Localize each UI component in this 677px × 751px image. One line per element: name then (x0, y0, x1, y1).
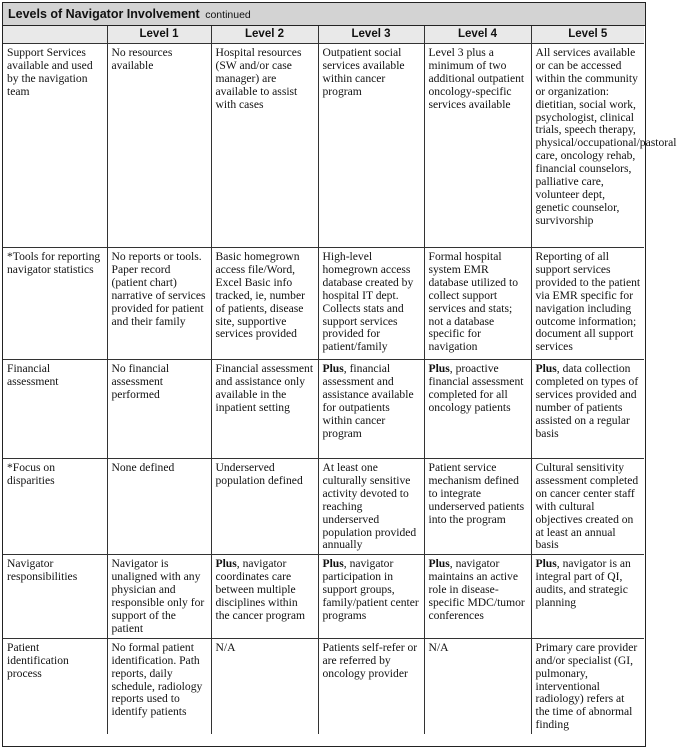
cell-lead-emphasis: Plus (535, 362, 557, 375)
row-label: Financial assessment (3, 360, 107, 459)
table-title-main: Levels of Navigator Involvement (8, 7, 200, 21)
cell-text: None defined (111, 461, 175, 474)
table-cell-level-2 (211, 638, 318, 734)
cell-text: Outpatient social services available within cancer program (322, 46, 405, 98)
table-cell-level-2 (211, 360, 318, 459)
table-cell-level-4 (424, 248, 531, 360)
table-cell-level-4 (424, 555, 531, 638)
header-row (3, 26, 644, 44)
cell-text: Level 3 plus a minimum of two additional outpatient oncology-specific services available (428, 46, 525, 111)
table-title-suffix: continued (205, 9, 251, 21)
table-cell-level-4 (424, 44, 531, 248)
table-cell-level-5 (531, 555, 644, 638)
cell-text: , navigator coordinates care between multiple disciplines within the cancer program (215, 557, 305, 622)
table-cell-level-1 (107, 248, 211, 360)
table-cell-level-3 (318, 638, 424, 734)
cell-text: , financial assessment and assistance available for outpatients within cancer program (322, 362, 414, 440)
cell-text: At least one culturally sensitive activity devoted to reaching underserved population provided annually (322, 461, 417, 552)
cell-text: Hospital resources (SW and/or case manager) are available to assist with cases (215, 46, 302, 111)
cell-lead-emphasis: Plus (428, 557, 450, 571)
cell-text: , navigator maintains an active role in disease-specific MDC/tumor conferences (428, 557, 525, 622)
levels-table (3, 26, 677, 734)
table-title (3, 3, 645, 26)
table-cell-level-3 (318, 555, 424, 638)
cell-text: No financial assessment performed (111, 362, 170, 401)
cell-text: Basic homegrown access file/Word, Excel Basic info tracked, ie, number of patients, disease site, supportive services provided (215, 250, 305, 341)
header-cell-level-5: Level 5 (531, 26, 644, 44)
row-label: Navigator responsibilities (3, 555, 107, 638)
cell-lead-emphasis: Plus (535, 557, 557, 571)
table-row (3, 44, 644, 248)
table-cell-level-5 (531, 44, 677, 248)
cell-text: , proactive financial assessment completed for all oncology patients (428, 362, 524, 414)
cell-text: Cultural sensitivity assessment completed on cancer center staff with cultural objectives created on at least an annual basis (535, 461, 639, 552)
cell-text: High-level homegrown access database created by hospital IT dept. Collects stats and support services provided for patient/family (322, 250, 414, 354)
cell-text: N/A (215, 640, 236, 654)
header-cell-empty (3, 26, 107, 44)
cell-text: Underserved population defined (215, 461, 303, 487)
table-row (3, 459, 644, 555)
table-row (3, 248, 644, 360)
cell-lead-emphasis: Plus (322, 362, 344, 375)
table-cell-level-3 (318, 44, 424, 248)
table-cell-level-1 (107, 459, 211, 555)
cell-text: No formal patient identification. Path reports, daily schedule, radiology reports used to identify patients (111, 640, 203, 719)
table-cell-level-5 (531, 248, 644, 360)
table-cell-level-3 (318, 459, 424, 555)
row-label: *Tools for reporting navigator statistics (3, 248, 107, 360)
cell-lead-emphasis: Plus (322, 557, 344, 571)
cell-text: Formal hospital system EMR database utilized to collect support services and stats; not a database specific for navigation (428, 250, 518, 354)
table-cell-level-1 (107, 555, 211, 638)
table-cell-level-5 (531, 638, 644, 734)
table-row (3, 555, 644, 638)
levels-table-panel (2, 2, 677, 747)
header-cell-level-4: Level 4 (424, 26, 531, 44)
table-cell-level-4 (424, 459, 531, 555)
cell-text: , navigator participation in support groups, family/patient center programs (322, 557, 419, 622)
table-cell-level-4 (424, 638, 531, 734)
header-cell-level-3: Level 3 (318, 26, 424, 44)
row-label: *Focus on disparities (3, 459, 107, 555)
table-cell-level-3 (318, 360, 424, 459)
cell-text: Reporting of all support services provided to the patient via EMR specific for navigation including outcome information; document all support services (535, 250, 641, 354)
table-row (3, 360, 644, 459)
table-cell-level-5 (531, 360, 644, 459)
cell-text: All services available or can be accessed within the community or organization: dietitian, social work, psychologist, clinical trials, speech therapy, physical/occupational/pastoral care, oncology rehab, financial counselors, palliative care, volunteer dept, genetic counselor, survivorship (535, 46, 677, 227)
table-body (3, 44, 677, 735)
cell-text: N/A (428, 640, 449, 654)
cell-text: Financial assessment and assistance only available in the inpatient setting (215, 362, 314, 414)
cell-text: Patients self-refer or are referred by oncology provider (322, 640, 418, 680)
cell-text: , navigator is an integral part of QI, audits, and strategic planning (535, 557, 631, 610)
cell-text: No reports or tools. Paper record (patient chart) narrative of services provided for patient and their family (111, 250, 206, 328)
header-cell-level-1: Level 1 (107, 26, 211, 44)
cell-text: Primary care provider and/or specialist (GI, pulmonary, interventional radiology) refers at the time of abnormal finding (535, 640, 638, 732)
table-cell-level-1 (107, 638, 211, 734)
cell-text: Navigator is unaligned with any physician and responsible only for support of the patient (111, 557, 205, 635)
table-cell-level-2 (211, 555, 318, 638)
table-cell-level-5 (531, 459, 644, 555)
cell-text: No resources available (111, 46, 173, 72)
table-cell-level-4 (424, 360, 531, 459)
cell-text: , data collection completed on types of services provided and number of patients assisted on a regular basis (535, 362, 639, 440)
table-cell-level-3 (318, 248, 424, 360)
table-cell-level-2 (211, 44, 318, 248)
table-cell-level-1 (107, 360, 211, 459)
table-cell-level-2 (211, 459, 318, 555)
row-label: Patient identification process (3, 638, 107, 734)
cell-lead-emphasis: Plus (428, 362, 450, 375)
table-cell-level-2 (211, 248, 318, 360)
table-cell-level-1 (107, 44, 211, 248)
row-label: Support Services available and used by the navigation team (3, 44, 107, 248)
cell-lead-emphasis: Plus (215, 557, 237, 571)
cell-text: Patient service mechanism defined to integrate underserved patients into the program (428, 461, 525, 526)
table-row (3, 638, 644, 734)
header-cell-level-2: Level 2 (211, 26, 318, 44)
